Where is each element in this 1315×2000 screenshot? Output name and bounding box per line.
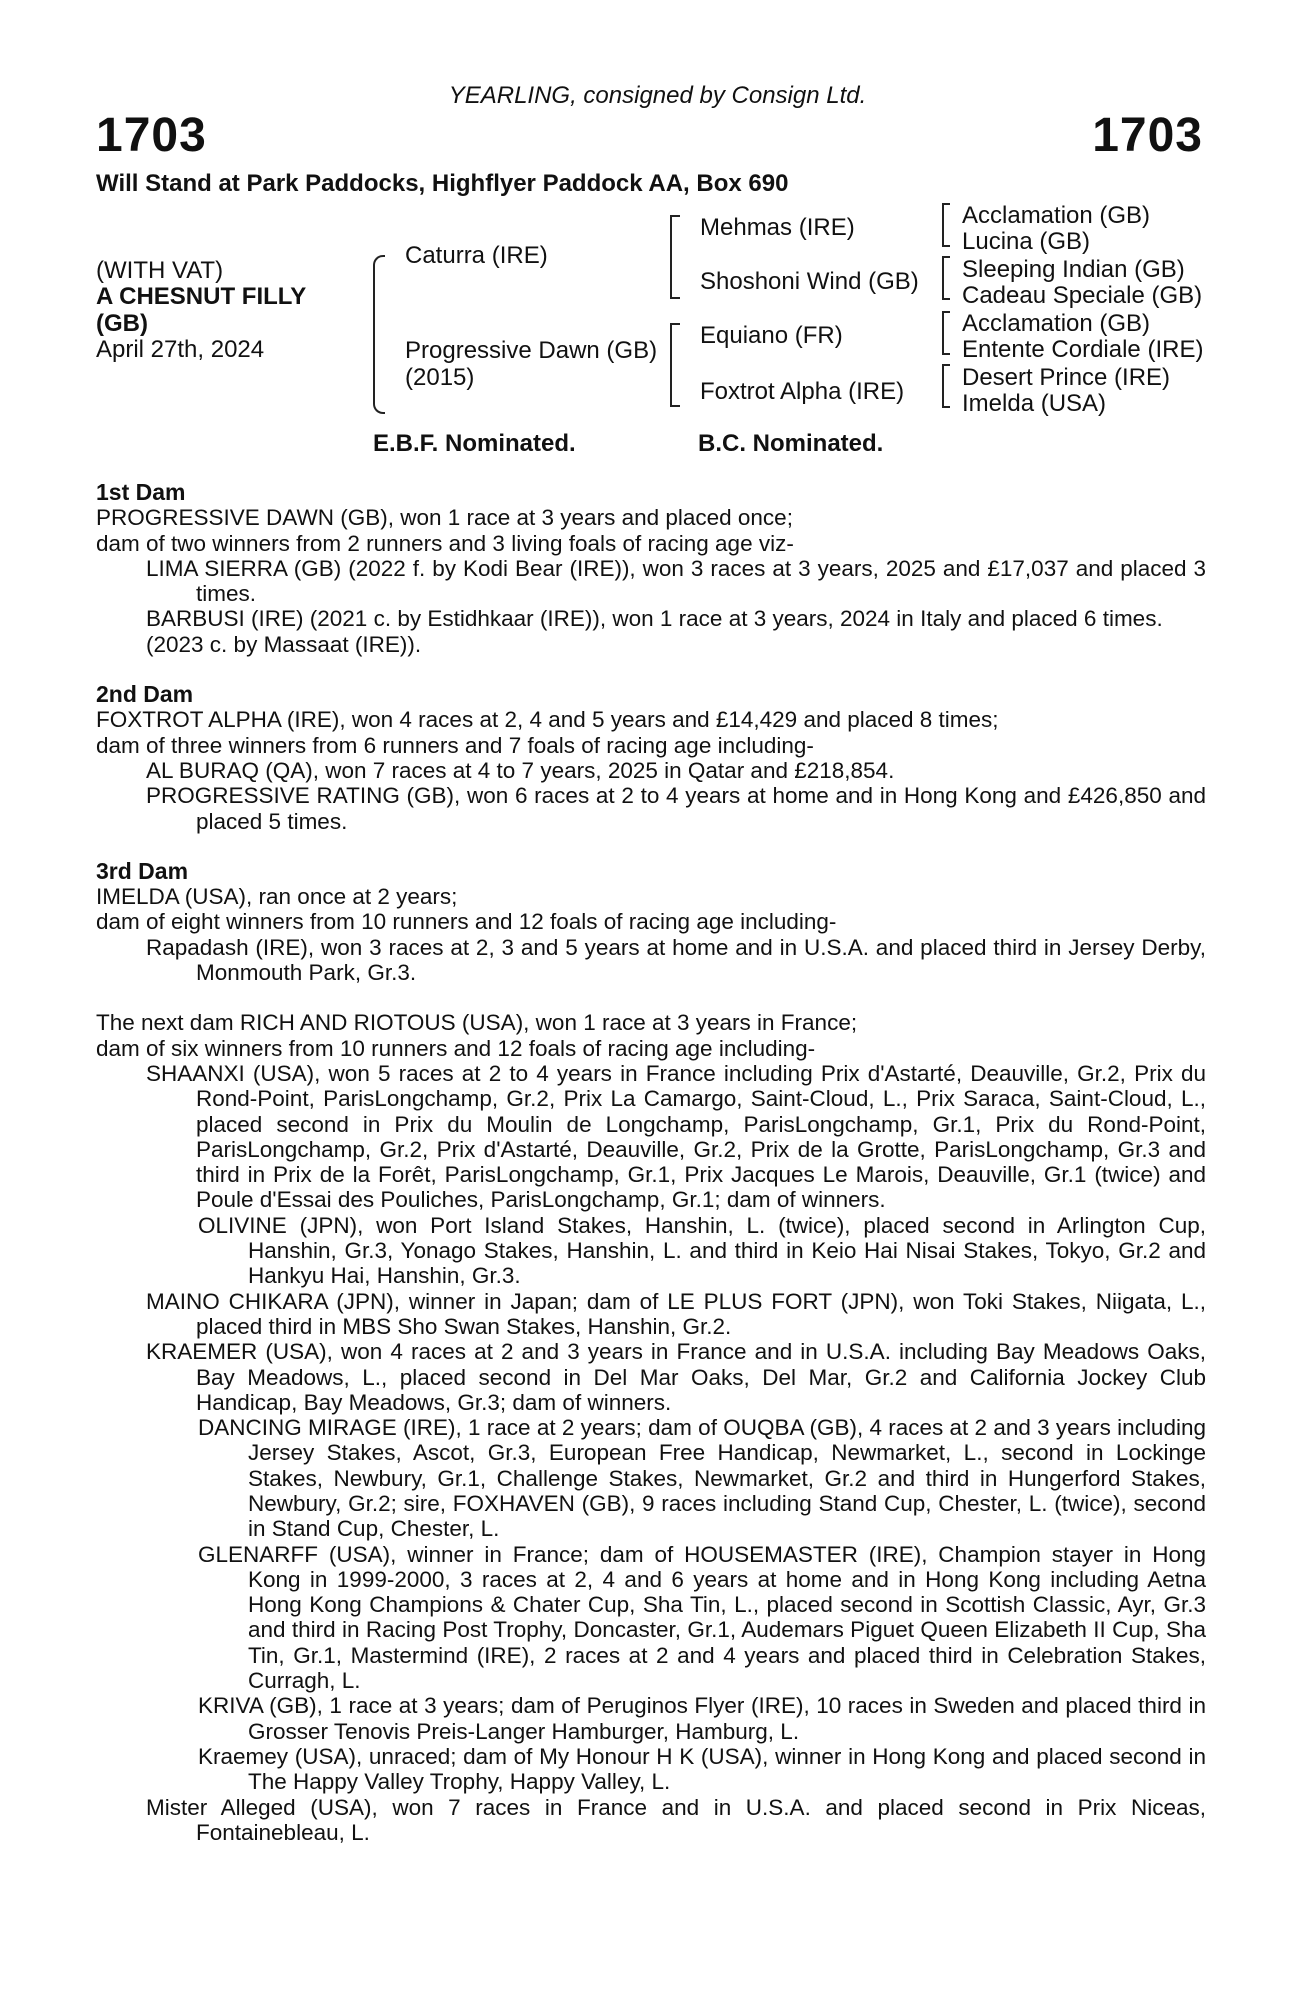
dam-produce-record <box>96 480 1206 1845</box>
lot-number-right: 1703 <box>1092 109 1203 162</box>
pedigree-brace-ss <box>942 203 950 247</box>
ss-sire: Acclamation (GB) <box>962 202 1151 229</box>
first-dam-line: PROGRESSIVE DAWN (GB), won 1 race at 3 years and placed once; <box>96 505 793 531</box>
next-dam-line: dam of six winners from 10 runners and 12 foals of racing age including- <box>96 1035 816 1061</box>
next-dam-produce: KRAEMER (USA), won 4 races at 2 and 3 years in France and in U.S.A. including Bay Meadows Oaks, Bay Meadows, L., placed second in Del Mar Oaks, Del Mar, Gr.2 and California Jockey Club Handicap, Bay Meadows, Gr.3; dam of winners. <box>146 1339 1206 1415</box>
stand-location: Will Stand at Park Paddocks, Highflyer Paddock AA, Box 690 <box>96 170 789 197</box>
first-dam-heading: 1st Dam <box>96 479 186 505</box>
pedigree-brace-sd <box>942 256 950 300</box>
first-dam-produce: (2023 c. by Massaat (IRE)). <box>146 631 422 657</box>
ebf-nomination: E.B.F. Nominated. <box>373 430 576 457</box>
dam-dam: Foxtrot Alpha (IRE) <box>700 378 905 405</box>
bc-nomination: B.C. Nominated. <box>698 430 884 457</box>
foaling-date: April 27th, 2024 <box>96 336 265 363</box>
dam-name: Progressive Dawn (GB) <box>405 337 658 364</box>
next-dam-line: The next dam RICH AND RIOTOUS (USA), won 1 race at 3 years in France; <box>96 1010 858 1036</box>
next-dam-descendant: MAINO CHIKARA (JPN), winner in Japan; dam of LE PLUS FORT (JPN), won Toki Stakes, Niigata, L., placed third in MBS Sho Swan Stakes, Hanshin, Gr.2. <box>146 1288 1206 1339</box>
third-dam-line: IMELDA (USA), ran once at 2 years; <box>96 884 458 910</box>
sd-dam: Cadeau Speciale (GB) <box>962 282 1203 309</box>
next-dam-descendant: OLIVINE (JPN), won Port Island Stakes, Hanshin, L. (twice), placed second in Arlington Cup, Hanshin, Gr.3, Yonago Stakes, Hanshin, L. and third in Keio Hai Nisai Stakes, Tokyo, Gr.2 and Hankyu Hai, Hanshin, Gr.3. <box>198 1212 1206 1289</box>
second-dam-line: FOXTROT ALPHA (IRE), won 4 races at 2, 4 and 5 years and £14,429 and placed 8 times; <box>96 707 999 733</box>
second-dam-produce: AL BURAQ (QA), won 7 races at 4 to 7 years, 2025 in Qatar and £218,854. <box>146 757 895 783</box>
pedigree-brace-dam <box>670 323 680 407</box>
lot-number-left: 1703 <box>96 109 207 162</box>
sire-sire: Mehmas (IRE) <box>700 214 855 241</box>
catalogue-header: YEARLING, consigned by Consign Ltd. <box>448 82 867 109</box>
ss-dam: Lucina (GB) <box>962 228 1091 255</box>
next-dam-produce: Mister Alleged (USA), won 7 races in France and in U.S.A. and placed second in Prix Niceas, Fontainebleau, L. <box>146 1794 1206 1845</box>
next-dam-descendant: GLENARFF (USA), winner in France; dam of HOUSEMASTER (IRE), Champion stayer in Hong Kong in 1999-2000, 3 races at 2, 4 and 6 years at home and in Hong Kong including Aetna Hong Kong Champions & Chater Cup, Sha Tin, L., placed second in Scottish Classic, Ayr, Gr.3 and third in Racing Post Trophy, Doncaster, Gr.1, Audemars Piguet Queen Elizabeth II Cup, Sha Tin, Gr.1, Mastermind (IRE), 2 races at 2 and 4 years and placed third in Celebration Stakes, Curragh, L. <box>198 1541 1206 1694</box>
pedigree-brace-ds <box>942 311 950 355</box>
sire-dam: Shoshoni Wind (GB) <box>700 268 919 295</box>
first-dam-line: dam of two winners from 2 runners and 3 living foals of racing age viz- <box>96 530 794 556</box>
next-dam-descendant: Kraemey (USA), unraced; dam of My Honour H K (USA), winner in Hong Kong and placed second in The Happy Valley Trophy, Happy Valley, L. <box>198 1743 1206 1795</box>
first-dam-produce: LIMA SIERRA (GB) (2022 f. by Kodi Bear (IRE)), won 3 races at 3 years, 2025 and £17,037 and placed 3 times. <box>146 555 1206 607</box>
pedigree-brace-main <box>373 255 385 414</box>
horse-name: A CHESNUT FILLY <box>96 283 307 310</box>
next-dam-descendant: DANCING MIRAGE (IRE), 1 race at 2 years; dam of OUQBA (GB), 4 races at 2 and 3 years including Jersey Stakes, Ascot, Gr.3, European Free Handicap, Newmarket, L., second in Lockinge Stakes, Newbury, Gr.1, Challenge Stakes, Newmarket, Gr.2 and third in Hungerford Stakes, Newbury, Gr.2; sire, FOXHAVEN (GB), 9 races including Stand Cup, Chester, L. (twice), second in Stand Cup, Chester, L. <box>198 1415 1206 1542</box>
next-dam-produce: SHAANXI (USA), won 5 races at 2 to 4 years in France including Prix d'Astarté, Deauville, Gr.2, Prix du Rond-Point, ParisLongchamp, Gr.2, Prix La Camargo, Saint-Cloud, L., Prix Saraca, Saint-Cloud, L., placed second in Prix du Moulin de Longchamp, ParisLongchamp, Gr.1, Prix du Rond-Point, ParisLongchamp, Gr.2, Prix d'Astarté, Deauville, Gr.2, Prix de la Grotte, ParisLongchamp, Gr.3 and third in Prix de la Forêt, ParisLongchamp, Gr.1, Prix Jacques Le Marois, Deauville, Gr.1 (twice) and Poule d'Essai des Pouliches, ParisLongchamp, Gr.1; dam of winners. <box>146 1060 1206 1213</box>
first-dam-produce: BARBUSI (IRE) (2021 c. by Estidhkaar (IRE)), won 1 race at 3 years, 2024 in Italy and placed 6 times. <box>146 606 1163 632</box>
sire-name: Caturra (IRE) <box>405 242 548 269</box>
vat-note: (WITH VAT) <box>96 257 224 284</box>
third-dam-produce: Rapadash (IRE), won 3 races at 2, 3 and 5 years at home and in U.S.A. and placed third in Jersey Derby, Monmouth Park, Gr.3. <box>146 934 1206 986</box>
dd-dam: Imelda (USA) <box>962 390 1107 417</box>
pedigree-brace-sire <box>670 215 680 299</box>
ds-sire: Acclamation (GB) <box>962 310 1151 337</box>
second-dam-line: dam of three winners from 6 runners and 7 foals of racing age including- <box>96 732 814 758</box>
third-dam-line: dam of eight winners from 10 runners and 12 foals of racing age including- <box>96 909 837 935</box>
dam-sire: Equiano (FR) <box>700 322 843 349</box>
next-dam-descendant: KRIVA (GB), 1 race at 3 years; dam of Peruginos Flyer (IRE), 10 races in Sweden and placed third in Grosser Tenovis Preis-Langer Hamburger, Hamburg, L. <box>198 1693 1206 1744</box>
third-dam-heading: 3rd Dam <box>96 857 189 884</box>
pedigree-brace-dd <box>942 364 950 408</box>
second-dam-produce: PROGRESSIVE RATING (GB), won 6 races at 2 to 4 years at home and in Hong Kong and £426,850 and placed 5 times. <box>146 783 1206 834</box>
sd-sire: Sleeping Indian (GB) <box>962 256 1185 283</box>
dam-year: (2015) <box>405 364 475 391</box>
ds-dam: Entente Cordiale (IRE) <box>962 336 1204 363</box>
dd-sire: Desert Prince (IRE) <box>962 364 1171 391</box>
second-dam-heading: 2nd Dam <box>96 681 194 708</box>
horse-country: (GB) <box>96 310 148 337</box>
